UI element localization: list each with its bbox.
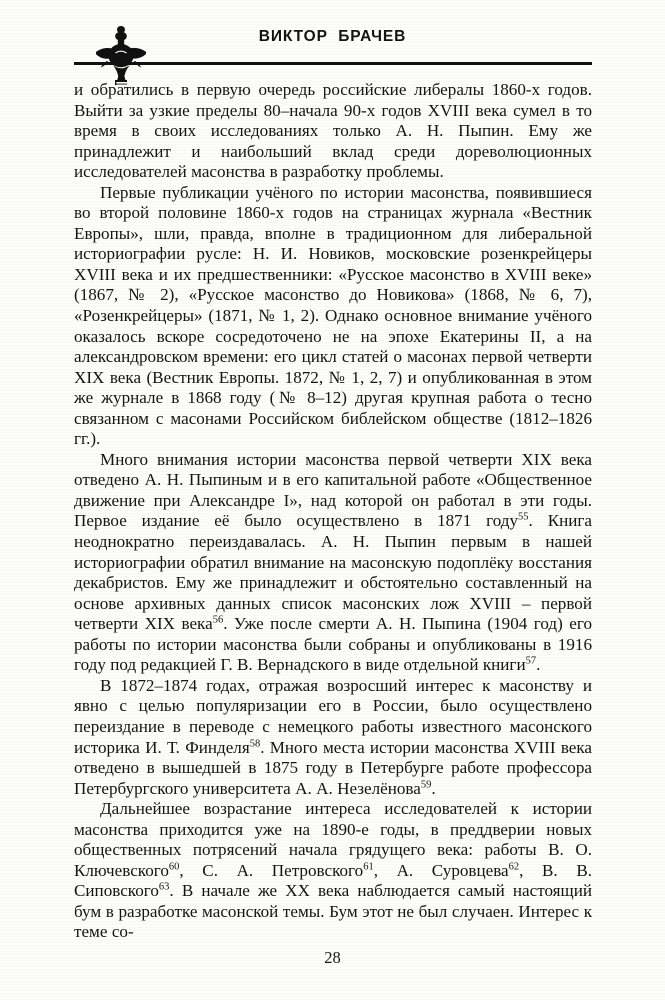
body-text-block bbox=[74, 80, 592, 943]
footnote-marker: 61 bbox=[363, 861, 374, 873]
footnote-marker: 63 bbox=[158, 881, 170, 893]
paragraph: Дальнейшее возрастание интереса исследователей к истории масонства приходится уже на 1890-е годы, в преддверии новых общественных потрясений начала грядущего века: работы В. О. Ключевского$^{60}$, С. А. Петровского$^{61}$, А. Суровцева$^{62}$, В. В. Сиповского$^{63}$. В начале же XX века наблюдается самый настоящий бум в разработке масонской темы. Бум этот не был случаен. Интерес к теме со- bbox=[74, 799, 592, 942]
running-head bbox=[0, 22, 665, 68]
footnote-marker: 56 bbox=[212, 614, 224, 626]
footnote-marker: 60 bbox=[168, 861, 180, 873]
page-number: 28 bbox=[324, 948, 341, 967]
running-head-rule bbox=[74, 62, 592, 65]
footnote-marker: 62 bbox=[508, 861, 520, 873]
paragraph: и обратились в первую очередь российские либералы 1860-х годов. Выйти за узкие пределы 80–начала 90-х годов XVIII века сумел в то время в своих исследованиях только А. Н. Пыпин. Ему же принадлежит и наибольший вклад среди дореволюционных исследователей масонства в разработку проблемы. bbox=[74, 80, 592, 182]
running-head-author: ВИКТОР БРАЧЕВ bbox=[258, 28, 407, 45]
paragraph: Первые публикации учёного по истории масонства, появившиеся во второй половине 1860-х годов на страницах журнала «Вестник Европы», шли, правда, вполне в традиционном для либеральной историографии русле: Н. И. Новиков, московские розенкрейцеры XVIII века и их предшественники: «Русское масонство в XVIII веке» (1867, № 2), «Русское масонство до Новикова» (1868, № 6, 7), «Розенкрейцеры» (1871, № 1, 2). Однако основное внимание учёного оказалось вскоре сосредоточено не на эпохе Екатерины II, а на александровском времени: его цикл статей о масонах первой четверти XIX века (Вестник Европы. 1872, № 1, 2, 7) и опубликованная в этом же журнале в 1868 году (№ 8–12) другая крупная работа о тесно связанном с масонами Российском библейском обществе (1812–1826 гг.). bbox=[74, 182, 592, 449]
footnote-marker: 59 bbox=[420, 778, 432, 790]
paragraph: Много внимания истории масонства первой четверти XIX века отведено А. Н. Пыпиным и в его капитальной работе «Общественное движение при Александре I», над которой он работал в эти годы. Первое издание её было осуществлено в 1871 году$^{55}$. Книга неоднократно переиздавалась. А. Н. Пыпин первым в нашей историографии обратил внимание на масонскую подоплёку восстания декабристов. Ему же принадлежит и обстоятельно составленный на основе архивных данных список масонских лож XVIII – первой четверти XIX века$^{56}$. Уже после смерти А. Н. Пыпина (1904 год) его работы по истории масонства были собраны и опубликованы в 1916 году под редакцией Г. В. Вернадского в виде отдельной книги$^{57}$. bbox=[74, 449, 592, 675]
footnote-marker: 55 bbox=[518, 511, 529, 523]
footnote-marker: 57 bbox=[525, 655, 537, 667]
footnote-marker: 58 bbox=[249, 737, 261, 749]
paragraph: В 1872–1874 годах, отражая возросший интерес к масонству и явно с целью популяризации его в России, было осуществлено переиздание в переводе с немецкого работы известного масонского историка И. Т. Финделя$^{58}$. Много места истории масонства XVIII века отведено в вышедшей в 1875 году в Петербурге работе профессора Петербургского университета А. А. Незелёнова$^{59}$. bbox=[74, 675, 593, 798]
